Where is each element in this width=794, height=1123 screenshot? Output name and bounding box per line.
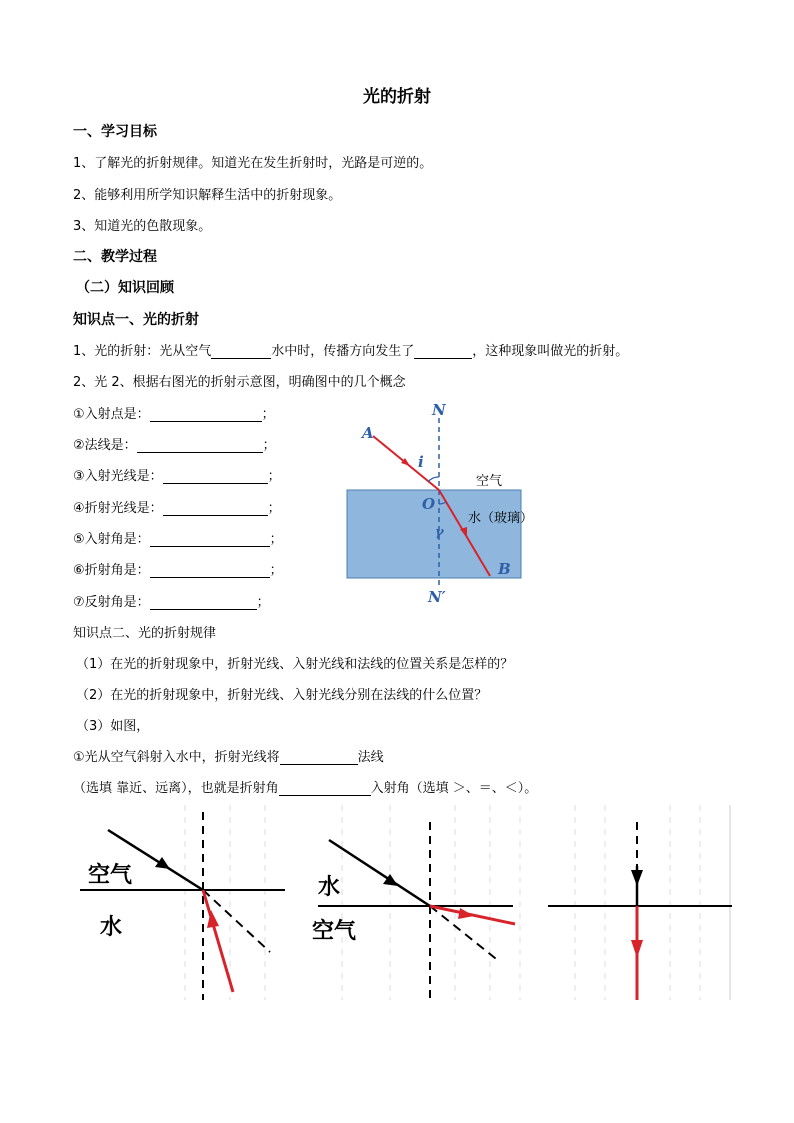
blank-field[interactable] <box>414 344 472 359</box>
section-heading-goals: 一、学习目标 <box>73 124 157 140</box>
definition-text-c: ，这种现象叫做光的折射。 <box>472 344 629 359</box>
figure-normal-incidence <box>548 822 732 1000</box>
incident-arrow <box>631 870 643 886</box>
label-N-prime: N′ <box>428 588 446 606</box>
refraction-definition-line <box>73 340 628 359</box>
question-2: （2）在光的折射现象中，折射光线、入射光线分别在法线的什么位置？ <box>76 688 488 703</box>
blank-field[interactable] <box>211 344 271 359</box>
subsection-heading: （二）知识回顾 <box>76 280 174 296</box>
definition-text-b: 水中时，传播方向发生了 <box>271 344 415 359</box>
label-water: 水 <box>318 874 341 900</box>
concept-item-7: ⑦反射角是： ； <box>73 595 270 610</box>
concept-item-5: ⑤入射角是： ； <box>73 532 283 547</box>
blank-field[interactable] <box>150 532 270 547</box>
label-i: i <box>418 453 424 471</box>
concept-item-2: ②法线是： ； <box>73 438 276 453</box>
label-water: 水 <box>100 914 123 940</box>
refracted-ray <box>203 890 233 992</box>
blank-field[interactable] <box>150 407 262 422</box>
label-B: B <box>498 560 511 578</box>
label-N: N <box>432 401 446 419</box>
page-title: 光的折射 <box>363 87 431 107</box>
label-gamma: γ <box>435 525 444 540</box>
incident-ray <box>329 840 430 906</box>
blank-field[interactable] <box>280 750 358 765</box>
label-A: A <box>362 424 374 442</box>
blank-field[interactable] <box>163 469 268 484</box>
definition-text-a: 1、光的折射：光从空气 <box>73 344 212 359</box>
concept-item-4: ④折射光线是： ； <box>73 501 281 516</box>
diagram-instruction: 2、光 2、根据右图光的折射示意图，明确图中的几个概念 <box>73 375 406 390</box>
refraction-diagram <box>340 396 570 610</box>
blank-field[interactable] <box>150 595 257 610</box>
section-heading-process: 二、教学过程 <box>73 249 157 265</box>
label-water-glass: 水（玻璃） <box>468 511 534 526</box>
background-grid <box>185 805 700 1000</box>
figure-air-to-water <box>80 812 285 1000</box>
blank-field[interactable] <box>150 563 270 578</box>
question-3-part-b: （选填 靠近、远离），也就是折射角 入射角（选填 ＞、＝、＜）。 <box>73 781 538 796</box>
label-air: 空气 <box>88 862 133 888</box>
refracted-arrow <box>631 940 643 958</box>
refraction-examples-figure <box>80 800 740 1005</box>
label-air: 空气 <box>476 474 503 489</box>
blank-field[interactable] <box>279 781 371 796</box>
knowledge-point-2-heading: 知识点二、光的折射规律 <box>73 626 217 641</box>
knowledge-point-1-heading: 知识点一、光的折射 <box>73 312 199 328</box>
label-O: O <box>422 495 436 513</box>
question-3-part-a: ①光从空气斜射入水中，折射光线将 法线 <box>73 750 384 765</box>
question-3: （3）如图， <box>76 719 150 734</box>
concept-item-1: ①入射点是： ； <box>73 407 275 422</box>
blank-field[interactable] <box>137 438 263 453</box>
incident-arrow <box>155 857 170 869</box>
label-air: 空气 <box>312 918 357 944</box>
goal-item-2: 2、能够利用所学知识解释生活中的折射现象。 <box>73 188 342 203</box>
question-1: （1）在光的折射现象中，折射光线、入射光线和法线的位置关系是怎样的？ <box>76 657 514 672</box>
goal-item-1: 1、了解光的折射规律。知道光在发生折射时，光路是可逆的。 <box>73 156 433 171</box>
blank-field[interactable] <box>163 501 268 516</box>
goal-item-3: 3、知道光的色散现象。 <box>73 219 212 234</box>
concept-item-3: ③入射光线是： ； <box>73 469 281 484</box>
concept-item-6: ⑥折射角是： ； <box>73 563 283 578</box>
